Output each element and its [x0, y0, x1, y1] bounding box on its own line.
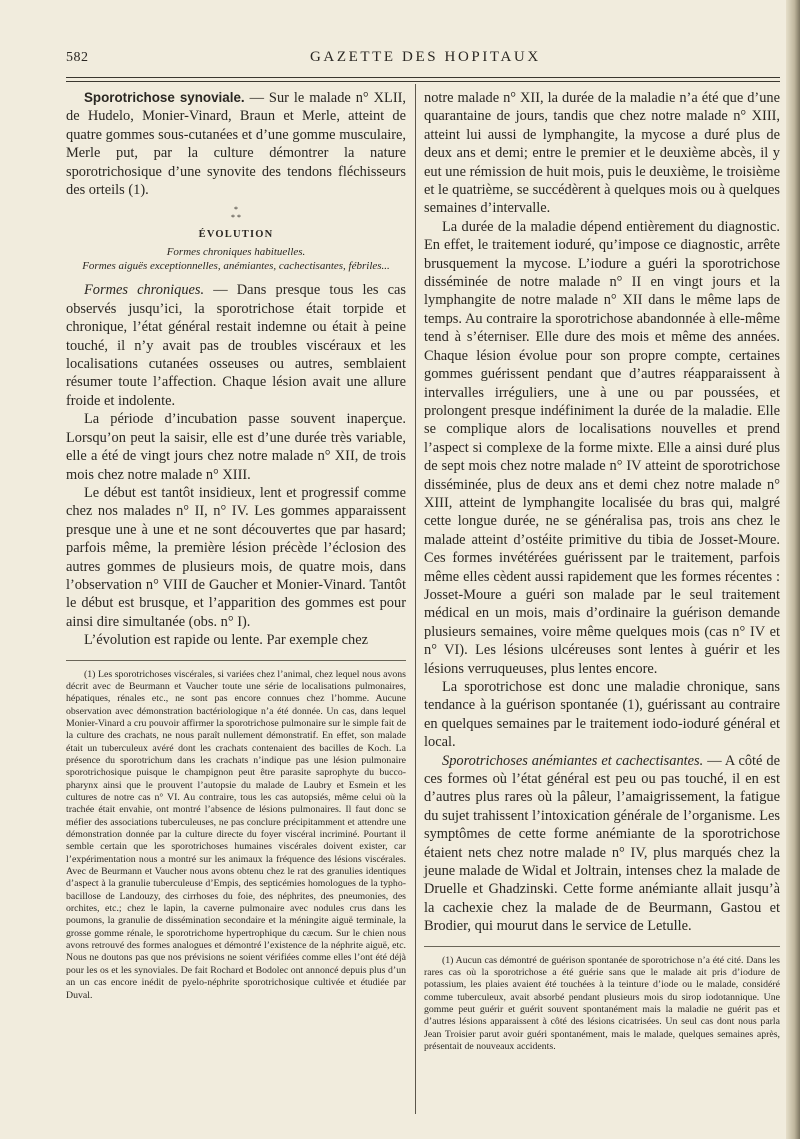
footnote-left: (1) Les sporotrichoses viscérales, si variées chez l’animal, chez lequel nous avons décrit avec de Beurmann et Vaucher toute une série de localisations pulmonaires, hépatiques, rénales etc., ne sont pas encore connues chez l’homme. Aucune observation avec démonstration bactériologique n’a été donnée. Un cas, dans lequel Monier-Vinard a cru pouvoir affirmer la sporotrichose pulmonaire sur le simple fait de la culture des crachats, ne nous paraît nullement démonstratif. En effet, son malade était un tuberculeux avéré dont les crachats contenaient des bacilles de Koch. La présence du sporotrichum dans les crachats n’indique pas une lésion pulmonaire sporotrichosique puisque le champignon peut être parasite saprophyte du bucco-pharynx ainsi que le prouvent l’autopsie du malade de Laubry et Esmein et les cultures de notre cas n° VI. Au contraire, tous les cas autopsiés, même celui où la trachée était envahie, ont montré l’absence de lésions pulmonaires. Il faut donc se méfier des associations tuberculeuses, ne pas conclure précipitamment et attendre une démonstration donnée par la culture directe du foyer viscéral incriminé. Pourtant il semble certain que les sporotrichoses humaines viscérales doivent exister, car l’expérimentation nous a montré sur les animaux la fréquence des lésions viscérales. Avec de Beurmann et Vaucher nous avons obtenu chez le rat des granulies identiques d’aspect à la granulie tuberculeuse d’Empis, des septicémies homologues de la typho-bacillose de Landouzy, des cirrhoses du foie, des néphrites, des pneumonies, des orchites, etc.; chez le lapin, la caverne pulmonaire avec nodules crus dans les poumons, la granulie de dissémination secondaire et la méningite aiguë terminale, la grosse gomme rénale, le sporotrichome hypertrophique du cæcum. Sur le chien nous avons retrouvé des formes analogues et démontré l’existence de la néphrite aiguë, etc. Nous ne doutons pas que nos prévisions ne soient vérifiées comme elles l’ont été déjà pour les os et les synoviales. De fait Rochard et Bodolec ont annoncé depuis plus d’un an un cas encore inédit de pyelo-néphrite sporotrichosique cultivée et étudiée par Duval.	[66, 668, 406, 1001]
footnote-right: (1) Aucun cas démontré de guérison spontanée de sporotrichose n’a été cité. Dans les rares cas où la sporotrichose a été guérie sans que le malade ait pris d’iodure de potassium, les plaies avaient été touchées à la teinture d’iode ou le malade, considéré comme tuberculeux, avait absorbé pendant plusieurs mois du sirop iodotannique. Une gomme peut guérir et guérit souvent spontanément mais la maladie ne guérit pas et d’autres lésions apparaissent à côté des lésions cicatrisées. Un seul cas dont nous parla Jean Troisier parut avoir guéri spontanément, mais le malade, quelques semaines après, présentait de nouveaux accidents.	[424, 954, 780, 1053]
anemic-forms-heading: Sporotrichoses anémiantes et cachectisantes.	[442, 752, 704, 769]
paragraph-anemic-forms: Sporotrichoses anémiantes et cachectisantes. — A côté de ces formes où l’état général est peu ou pas touché, il en est d’autres plus rares où la pâleur, l’amaigrissement, la fatigue du sujet trahissent l’intoxication générale de l’organisme. Les symptômes de cette forme anémiante de la sporotrichose étaient nets chez notre malade n° IV, plus marqués chez la jeune malade de Widal et Joltrain, intenses chez la malade de Druelle et Ghadzinski. Cette forme anémiante allait jusqu’à la cachexie chez la malade de de Beurmann, Gastou et Brodier, qui mourut dans le service de Letulle.	[424, 752, 780, 935]
section-subtitle-2: Formes aiguës exceptionnelles, anémiantes, cachectisantes, fébriles...	[82, 260, 390, 273]
running-title: GAZETTE DES HOPITAUX	[310, 49, 541, 65]
footnote-rule	[66, 660, 406, 661]
paragraph-incubation: La période d’incubation passe souvent inaperçue. Lorsqu’on peut la saisir, elle est d’une durée très variable, elle a été de vingt jours chez notre malade n° XII, de trois mois chez notre malade n° XIII.	[66, 411, 406, 483]
paragraph-duration: La durée de la maladie dépend entièrement du diagnostic. En effet, le traitement ioduré, qu’impose ce diagnostic, arrête brusquement la mycose. L’iodure a guéri la sporotrichose disséminée de notre malade n° II en vingt jours et la lymphangite de notre malade n° XII dans le même laps de temps. Au contraire la sporotrichose abandonnée à elle-même tend à s’éterniser. Elle dure des mois et même des années. Chaque lésion évolue pour son propre compte, certaines gommes guérissent pendant que d’autres réapparaissent à intervalles irréguliers, une à une ou par poussées, et prolongent presque indéfiniment la durée de la maladie. Elle se complique alors de localisations nouvelles et prend l’aspect si complexe de la forme mixte. Elle a ainsi duré plus de sept mois chez notre malade n° IV atteint de sporotrichose disséminée, plus de deux ans et demi chez notre malade n° XIII, atteint de lymphangite localisée du bras qui, malgré cette longue durée, ne se généralisa pas, trois ans chez le malade atteint d’ostéite primitive du tibia de Josset-Moure. Ces formes invétérées guérissent par le traitement, parfois même elles cèdent aussi rapidement que les formes récentes : Josset-Moure a guéri son malade par le seul traitement médical en un mois, mais d’ordinaire la guérison demande plusieurs semaines, voire même quelques mois (cas n° IV et n° VI). Les lésions ulcéreuses sont lentes à guérir et les lésions verruqueuses, plus lentes encore.	[424, 218, 780, 677]
section-title: ÉVOLUTION	[198, 229, 274, 241]
paragraph-evolution: L’évolution est rapide ou lente. Par exemple chez	[84, 632, 368, 649]
header-rule	[66, 77, 780, 78]
paragraph-synovial	[66, 89, 406, 199]
section-asterism: * * *	[231, 205, 241, 223]
paragraph-chronic-forms: Formes chroniques. — Dans presque tous les cas observés jusqu’ici, la sporotrichose était torpide et chronique, l’état général restait indemne ou était à peine touché, il n’y avait pas de troubles viscéraux et les localisations cutanées osseuses ou autres, semblaient résumer toute l’affection. Chaque lésion avait une allure froide et indolente.	[66, 282, 407, 409]
page-number: 582	[66, 50, 89, 65]
lead-text: — Sur le malade n° XLII, de Hudelo, Monier-Vinard, Braun et Merle, atteint de quatre gommes sous-cutanées et d’une gomme musculaire, Merle put, par la culture démontrer la nature sporotrichosique d’une synovite des tendons fléchisseurs des orteils (1).	[66, 90, 407, 199]
paragraph-conclusion: La sporotrichose est donc une maladie chronique, sans tendance à la guérison spontanée (1), guérissant au contraire en quelques semaines par le traitement iodo-ioduré général et local.	[424, 679, 780, 751]
header-rule-double	[66, 81, 780, 82]
right-column	[424, 89, 780, 1053]
column-divider	[415, 84, 416, 1114]
chronic-forms-heading: Formes chroniques.	[84, 282, 205, 299]
book-spine-shadow	[786, 0, 800, 1139]
footnote-rule	[424, 946, 780, 947]
paragraph-continued: notre malade n° XII, la durée de la maladie n’a été que d’une quarantaine de jours, tandis que chez notre malade n° XIII, atteint lui aussi de lymphangite, la mycose a duré plus de deux ans et demi; entre le premier et le deuxième abcès, il y eut une rémission de huit mois, puis le deuxième, le troisième et le quatrième, se succédèrent à quelques mois ou à quelques semaines d’intervalle.	[424, 90, 780, 217]
left-column	[66, 89, 406, 1002]
section-subtitle-1: Formes chroniques habituelles.	[166, 246, 306, 259]
lead-heading: Sporotrichose synoviale.	[84, 90, 245, 105]
paragraph-onset: Le début est tantôt insidieux, lent et progressif comme chez nos malades n° II, n° IV. Les gommes apparaissent presque une à une et ne sont découvertes que par hasard; parfois même, la première lésion précède l’éclosion des autres gommes de plusieurs mois, de quatre mois, dans l’observation n° VIII de Gaucher et Monier-Vinard. Tantôt le début est brusque, et l’apparition des gommes est pour ainsi dire simultanée (obs. n° I).	[66, 484, 406, 630]
